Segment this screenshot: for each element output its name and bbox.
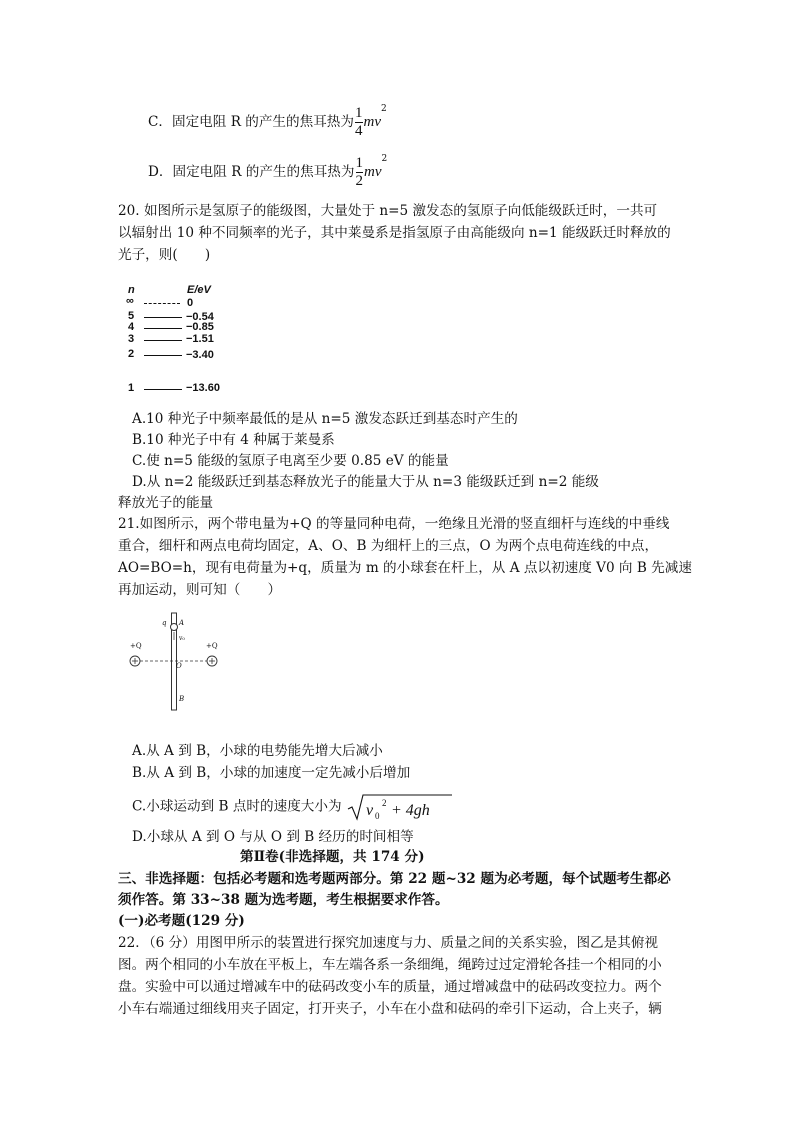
q21-option-c-text: C.小球运动到 B 点时的速度大小为 bbox=[132, 798, 342, 815]
level-e-4: −0.85 bbox=[186, 321, 214, 333]
level-n-1: 1 bbox=[128, 382, 135, 394]
level-line-4 bbox=[144, 328, 182, 329]
level-n-inf: ∞ bbox=[126, 295, 134, 307]
q20-option-b: B.10 种光子中有 4 种属于莱曼系 bbox=[132, 432, 335, 448]
fraction-1-2: $\frac{1}{2}$ bbox=[355, 155, 363, 189]
q19-option-c-text: C．固定电阻 R 的产生的焦耳热为 bbox=[148, 114, 354, 130]
label-o: O bbox=[176, 662, 182, 670]
q21-line-3: AO=BO=h，现有电荷量为+q，质量为 m 的小球套在杆上，从 A 点以初速度 V0 向 B 先减速 bbox=[118, 560, 692, 576]
energy-axis-label: E/eV bbox=[187, 284, 211, 296]
level-e-2: −3.40 bbox=[186, 349, 214, 361]
q21-line-4: 再加运动，则可知（ ） bbox=[118, 582, 282, 598]
n-axis-label: n bbox=[128, 284, 135, 296]
level-line-5 bbox=[144, 317, 182, 318]
required-heading: (一)必考题(129 分) bbox=[118, 913, 245, 929]
q21-option-b: B.从 A 到 B，小球的加速度一定先减小后增加 bbox=[132, 765, 411, 781]
sqrt-symbol bbox=[346, 792, 454, 822]
label-q: q bbox=[162, 619, 167, 627]
section-three-line-2: 须作答。第 33~38 题为选考题，考生根据要求作答。 bbox=[118, 892, 449, 908]
section-three-line-1: 三、非选择题：包括必考题和选考题两部分。第 22 题~32 题为必考题，每个试题考生都必 bbox=[118, 871, 671, 887]
formula-v: v bbox=[365, 802, 374, 819]
level-n-5: 5 bbox=[128, 310, 135, 322]
q22-line-3: 盘。实验中可以通过增减车中的砝码改变小车的质量，通过增减盘中的砝码改变拉力。两个 bbox=[118, 979, 662, 995]
q21-line-1: 21.如图所示，两个带电量为+Q 的等量同种电荷，一绝缘且光滑的竖直细杆与连线的中垂线 bbox=[118, 516, 670, 532]
q20-line-1: 20. 如图所示是氢原子的能级图，大量处于 n=5 激发态的氢原子向低能级跃迁时，一共可 bbox=[118, 203, 658, 219]
level-n-2: 2 bbox=[128, 348, 135, 360]
level-line-2 bbox=[144, 355, 182, 356]
q20-line-3: 光子，则( ) bbox=[118, 247, 211, 263]
level-line-inf bbox=[144, 303, 180, 304]
q20-option-c: C.使 n=5 能级的氢原子电离至少要 0.85 eV 的能量 bbox=[132, 453, 449, 469]
level-line-3 bbox=[144, 340, 182, 341]
q19-option-c: C．固定电阻 R 的产生的焦耳热为 $\frac{1}{4}$ $mv^2$ bbox=[148, 104, 387, 139]
label-v0: v₀ bbox=[179, 635, 185, 642]
q20-option-d: D.从 n=2 能级跃迁到基态释放光子的能量大于从 n=3 能级跃迁到 n=2 能级 bbox=[132, 474, 599, 490]
charge-rod-svg bbox=[120, 610, 230, 715]
q21-option-d: D.小球从 A 到 O 与从 O 到 B 经历的时间相等 bbox=[132, 829, 414, 845]
fraction-1-4: $\frac{1}{4}$ bbox=[355, 105, 363, 139]
level-e-1: −13.60 bbox=[186, 382, 220, 394]
q20-option-a: A.10 种光子中频率最低的是从 n=5 激发态跃迁到基态时产生的 bbox=[132, 411, 518, 427]
label-right-charge: +Q bbox=[206, 642, 218, 650]
part-ii-title: 第Ⅱ卷(非选择题，共 174 分) bbox=[240, 849, 425, 865]
formula-rest: + 4gh bbox=[390, 802, 430, 819]
q21-line-2: 重合，细杆和两点电荷均固定，A、O、B 为细杆上的三点，O 为两个点电荷连线的中点， bbox=[118, 538, 659, 554]
level-n-3: 3 bbox=[128, 333, 135, 345]
q20-line-2: 以辐射出 10 种不同频率的光子，其中莱曼系是指氢原子由高能级向 n=1 能级跃迁时释放的 bbox=[118, 225, 671, 241]
q22-line-4: 小车右端通过细线用夹子固定，打开夹子，小车在小盘和砝码的牵引下运动，合上夹子，辆 bbox=[118, 1001, 662, 1017]
label-left-charge: +Q bbox=[130, 642, 142, 650]
q22-line-1: 22．（6 分）用图甲所示的装置进行探究加速度与力、质量之间的关系实验，图乙是其俯视 bbox=[118, 935, 659, 951]
level-e-3: −1.51 bbox=[186, 333, 214, 345]
q19-option-d-text: D．固定电阻 R 的产生的焦耳热为 bbox=[148, 164, 355, 180]
q19-option-d: D．固定电阻 R 的产生的焦耳热为 $\frac{1}{2}$ $mv^2$ bbox=[148, 154, 388, 189]
label-a: A bbox=[179, 619, 185, 627]
formula-sub: 0 bbox=[374, 811, 380, 821]
formula-sup: 2 bbox=[381, 798, 387, 808]
level-e-5: −0.54 bbox=[186, 311, 214, 323]
label-b: B bbox=[179, 695, 185, 703]
sqrt-formula bbox=[346, 792, 454, 822]
q21-option-c bbox=[132, 792, 454, 822]
level-line-1 bbox=[144, 389, 182, 390]
q21-option-a: A.从 A 到 B，小球的电势能先增大后减小 bbox=[132, 743, 383, 759]
level-n-4: 4 bbox=[128, 321, 135, 333]
level-e-inf: 0 bbox=[187, 297, 194, 309]
q22-line-2: 图。两个相同的小车放在平板上，车左端各系一条细绳，绳跨过过定滑轮各挂一个相同的小 bbox=[118, 957, 662, 973]
q20-option-d-cont: 释放光子的能量 bbox=[118, 495, 214, 511]
